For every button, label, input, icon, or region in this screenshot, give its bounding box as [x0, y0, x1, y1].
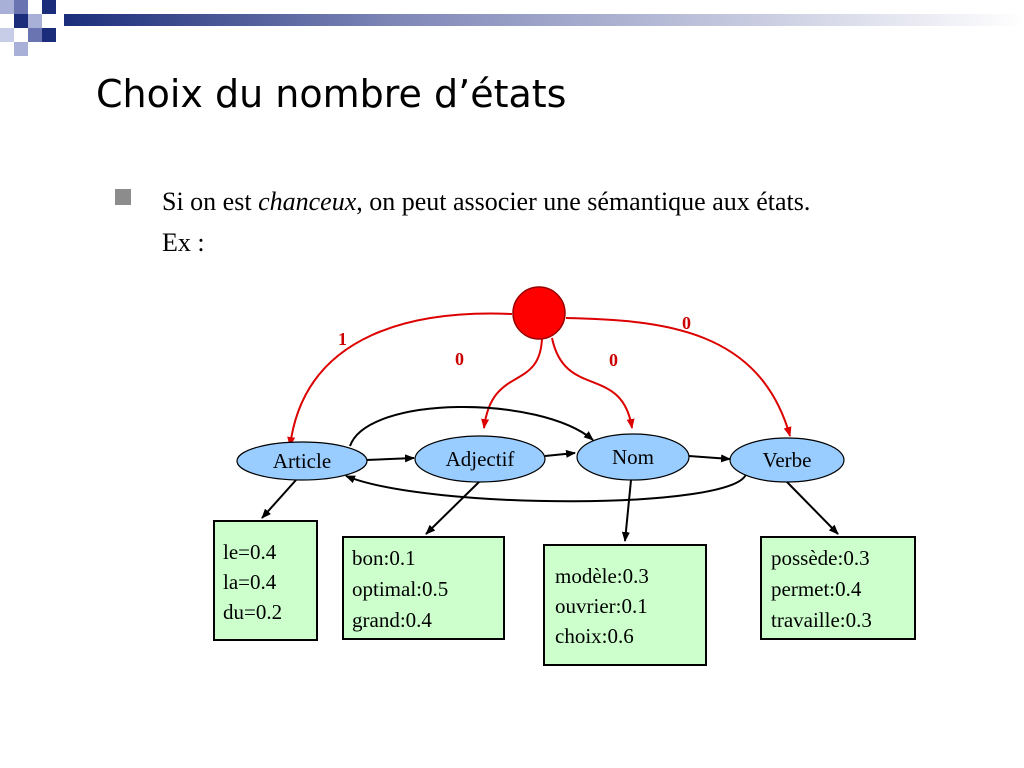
edge-start-nom [552, 338, 632, 428]
emission-adjectif-line: bon:0.1 [352, 546, 416, 570]
emission-verbe-line: permet:0.4 [771, 577, 862, 601]
emission-nom-line: ouvrier:0.1 [555, 594, 648, 618]
edge-nom-verbe [689, 456, 730, 459]
bullet-text-start: Si on est [162, 187, 259, 216]
start-node [513, 287, 565, 339]
emission-adjectif-line: grand:0.4 [352, 608, 432, 632]
bullet-line2: Ex : [162, 228, 205, 257]
emission-nom-line: modèle:0.3 [555, 564, 649, 588]
emission-verbe-line: possède:0.3 [771, 546, 870, 570]
emission-arrow-verbe [787, 482, 838, 534]
edge-label-article: 1 [338, 329, 347, 349]
emission-article-line: la=0.4 [223, 570, 277, 594]
edge-label-verbe: 0 [682, 313, 691, 333]
edge-start-article [290, 314, 512, 446]
bullet-text-end: , on peut associer une sémantique aux états. [356, 187, 811, 216]
slide-title: Choix du nombre d’états [96, 72, 567, 116]
edge-start-verbe [566, 318, 790, 436]
edge-label-nom: 0 [609, 350, 618, 370]
state-verbe-label: Verbe [762, 448, 812, 472]
emission-adjectif-line: optimal:0.5 [352, 577, 449, 601]
emission-arrow-nom [625, 480, 631, 541]
edge-verbe-article [346, 474, 746, 501]
emission-article-line: du=0.2 [223, 600, 283, 624]
emission-article-line: le=0.4 [223, 540, 277, 564]
state-article-label: Article [272, 449, 332, 473]
edge-label-adjectif: 0 [455, 349, 464, 369]
edge-adjectif-nom [545, 453, 575, 456]
state-nom-label: Nom [612, 445, 654, 469]
edge-article-adjectif [366, 458, 414, 460]
emission-nom-line: choix:0.6 [555, 624, 634, 648]
emission-verbe-line: travaille:0.3 [771, 608, 872, 632]
state-adjectif-label: Adjectif [445, 447, 515, 471]
bullet-emphasis: chanceux [258, 187, 357, 216]
emission-arrow-adjectif [426, 482, 479, 534]
emission-arrow-article [262, 480, 296, 518]
